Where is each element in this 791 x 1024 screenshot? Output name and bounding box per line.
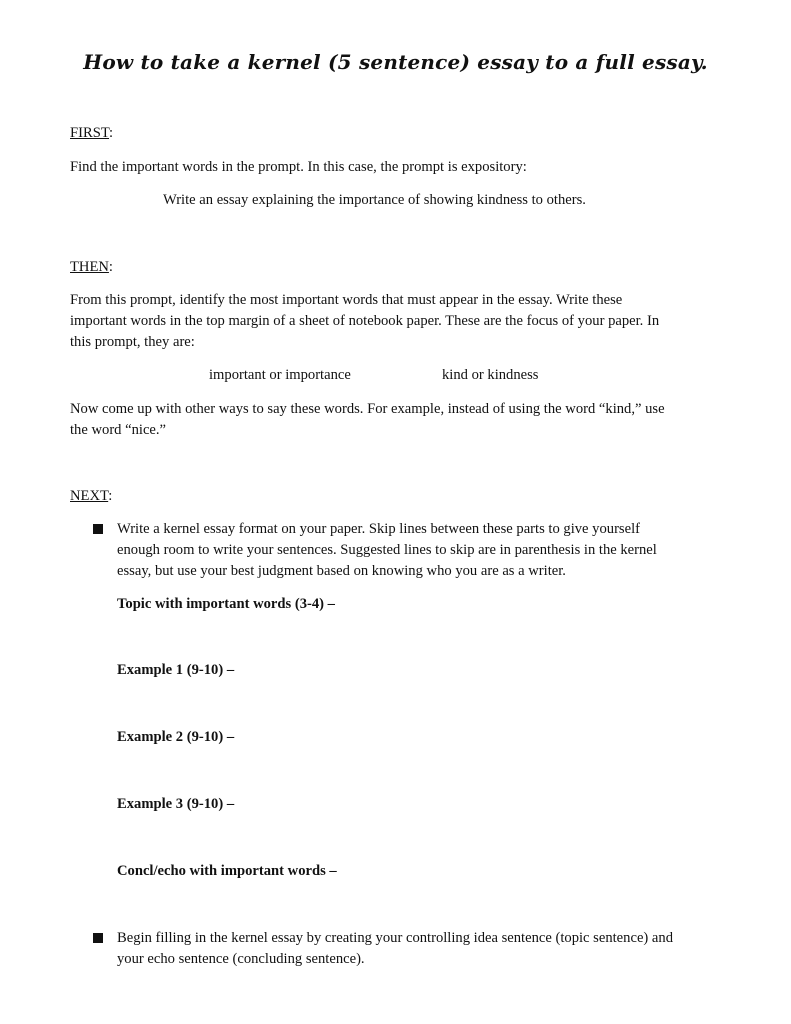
bullet-text — [117, 519, 717, 582]
then-paragraph-line: important words in the top margin of a sheet of notebook paper. These are the focus of your paper. In — [70, 313, 660, 329]
then-heading-colon: : — [108, 259, 113, 275]
first-heading-label: FIRST — [70, 125, 110, 141]
first-heading-colon: : — [109, 125, 114, 141]
bullet-text-line: Begin filling in the kernel essay by creating your controlling idea sentence (topic sentence) and — [117, 930, 673, 946]
then-heading-label: THEN — [70, 259, 109, 275]
then-heading — [70, 257, 113, 278]
bullet-item-fill-kernel — [93, 928, 723, 972]
first-heading — [70, 123, 113, 144]
synonym-paragraph-line: Now come up with other ways to say these words. For example, instead of using the word “kind,” use — [70, 401, 665, 417]
bullet-item-kernel-format — [93, 519, 723, 583]
kernel-conclusion-line: Concl/echo with important words – — [117, 863, 337, 879]
square-bullet-icon — [93, 933, 103, 943]
kernel-example-3-line: Example 3 (9-10) – — [117, 796, 235, 812]
bullet-text-line: enough room to write your sentences. Suggested lines to skip are in parenthesis in the kernel — [117, 542, 657, 558]
important-words-a: important or importance — [209, 367, 351, 383]
square-bullet-icon — [93, 524, 103, 534]
bullet-text — [117, 928, 717, 970]
important-words-b: kind or kindness — [442, 367, 539, 383]
next-heading-colon: : — [108, 488, 113, 504]
synonym-paragraph-line: the word “nice.” — [70, 422, 167, 438]
kernel-example-2-line: Example 2 (9-10) – — [117, 729, 235, 745]
next-heading — [70, 486, 112, 507]
synonym-paragraph — [70, 399, 720, 441]
then-paragraph-line: From this prompt, identify the most important words that must appear in the essay. Write these — [70, 292, 623, 308]
first-intro: Find the important words in the prompt. In this case, the prompt is expository: — [70, 159, 527, 175]
document-title: How to take a kernel (5 sentence) essay to a full essay. — [83, 50, 708, 74]
then-paragraph-line: this prompt, they are: — [70, 334, 195, 350]
bullet-text-line: your echo sentence (concluding sentence). — [117, 951, 365, 967]
then-paragraph — [70, 290, 720, 353]
kernel-topic-line: Topic with important words (3-4) – — [117, 596, 335, 612]
next-heading-label: NEXT — [70, 488, 109, 504]
kernel-example-1-line: Example 1 (9-10) – — [117, 662, 235, 678]
essay-prompt: Write an essay explaining the importance of showing kindness to others. — [163, 192, 586, 208]
bullet-text-line: Write a kernel essay format on your paper. Skip lines between these parts to give yourself — [117, 521, 641, 537]
bullet-text-line: essay, but use your best judgment based on knowing who you are as a writer. — [117, 563, 566, 579]
